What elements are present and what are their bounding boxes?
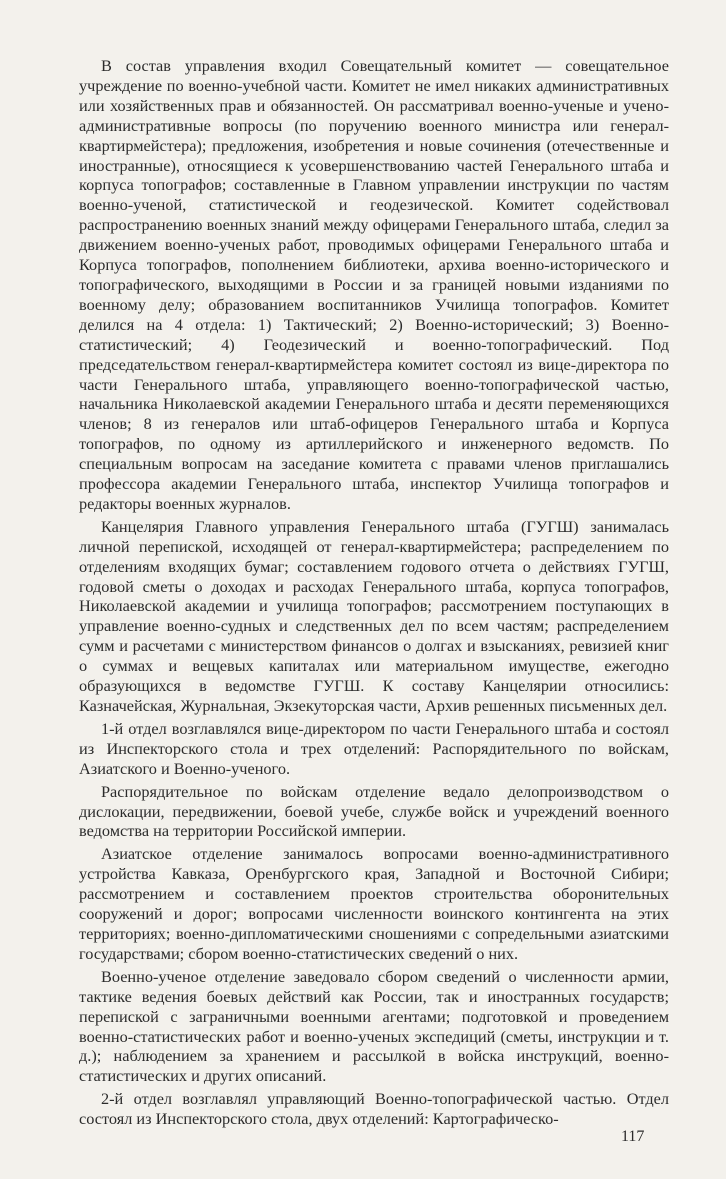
paragraph-military-scientific-section: Военно-ученое отделение заведовало сбором сведений о численности армии, тактике ведения боевых действий как России, так и иностранных государств; перепиской с заграничными военными агентами; подготовкой и проведением военно-статистических работ и военно-ученых экспедиций (сметы, инструкции и т. д.); наблюдением за хранением и рассылкой в войска инструкций, военно-статистических и других описаний.: [79, 966, 669, 1086]
page-number: 117: [621, 1128, 645, 1145]
paragraph-chancellery: Канцелярия Главного управления Генерального штаба (ГУГШ) занималась личной перепиской, исходящей от генерал-квартирмейстера; распределением по отделениям входящих бумаг; составлением годового отчета о действиях ГУГШ, годовой сметы о доходах и расходах Генерального штаба, корпуса топографов, Николаевской академии и училища топографов; рассмотрением поступающих в управление военно-судных и следственных дел по всем частям; распределением сумм и расчетами с министерством финансов о долгах и взысканиях, ревизией книг о суммах и вещевых капиталах или материальном имуществе, ежегодно образующихся в ведомстве ГУГШ. К составу Канцелярии относились: Казначейская, Журнальная, Экзекуторская части, Архив решенных письменных дел.: [79, 516, 669, 715]
body-text: [79, 56, 669, 1132]
paragraph-asian-section: Азиатское отделение занималось вопросами военно-административного устройства Кавказа, Оренбургского края, Западной и Восточной Сибири; рассмотрением и составлением проектов строительства оборонительных сооружений и дорог; вопросами численности воинского контингента на этих территориях; военно-дипломатическими сношениями с сопредельными азиатскими государствами; сбором военно-статистических сведений о них.: [79, 844, 669, 963]
paragraph-first-department: 1-й отдел возглавлялся вице-директором по части Генерального штаба и состоял из Инспекторского стола и трех отделений: Распорядительного по войскам, Азиатского и Военно-ученого.: [79, 718, 669, 778]
paragraph-second-department: 2-й отдел возглавлял управляющий Военно-топографической частью. Отдел состоял из Инспекторского стола, двух отделений: Картографическо-: [79, 1089, 669, 1129]
paragraph-administrative-section: Распорядительное по войскам отделение ведало делопроизводством о дислокации, передвижении, боевой учебе, службе войск и учреждений военного ведомства на территории Российской империи.: [79, 781, 669, 841]
paragraph-advisory-committee: В состав управления входил Совещательный комитет — совещательное учреждение по военно-учебной части. Комитет не имел никаких административных или хозяйственных прав и обязанностей. Он рассматривал военно-ученые и учено-административные вопросы (по поручению военного министра или генерал-квартирмейстера); предложения, изобретения и новые сочинения (отечественные и иностранные), относящиеся к усовершенствованию частей Генерального штаба и корпуса топографов; составленные в Главном управлении инструкции по частям военно-ученой, статистической и геодезической. Комитет содействовал распространению военных знаний между офицерами Генерального штаба, следил за движением военно-ученых работ, проводимых офицерами Генерального штаба и Корпуса топографов, пополнением библиотеки, архива военно-исторического и топографического, выходящими в России и за границей новыми изданиями по военному делу; образованием воспитанников Училища топографов. Комитет делился на 4 отдела: 1) Тактический; 2) Военно-исторический; 3) Военно-статистический; 4) Геодезический и военно-топографический. Под председательством генерал-квартирмейстера комитет состоял из вице-директора по части Генерального штаба, управляющего военно-топографической частью, начальника Николаевской академии Генерального штаба и десяти переменяющихся членов; 8 из генералов или штаб-офицеров Генерального штаба и Корпуса топографов, по одному из артиллерийского и инженерного ведомств. По специальным вопросам на заседание комитета с правами членов приглашались профессора академии Генерального штаба, инспектор Училища топографов и редакторы военных журналов.: [79, 56, 669, 513]
